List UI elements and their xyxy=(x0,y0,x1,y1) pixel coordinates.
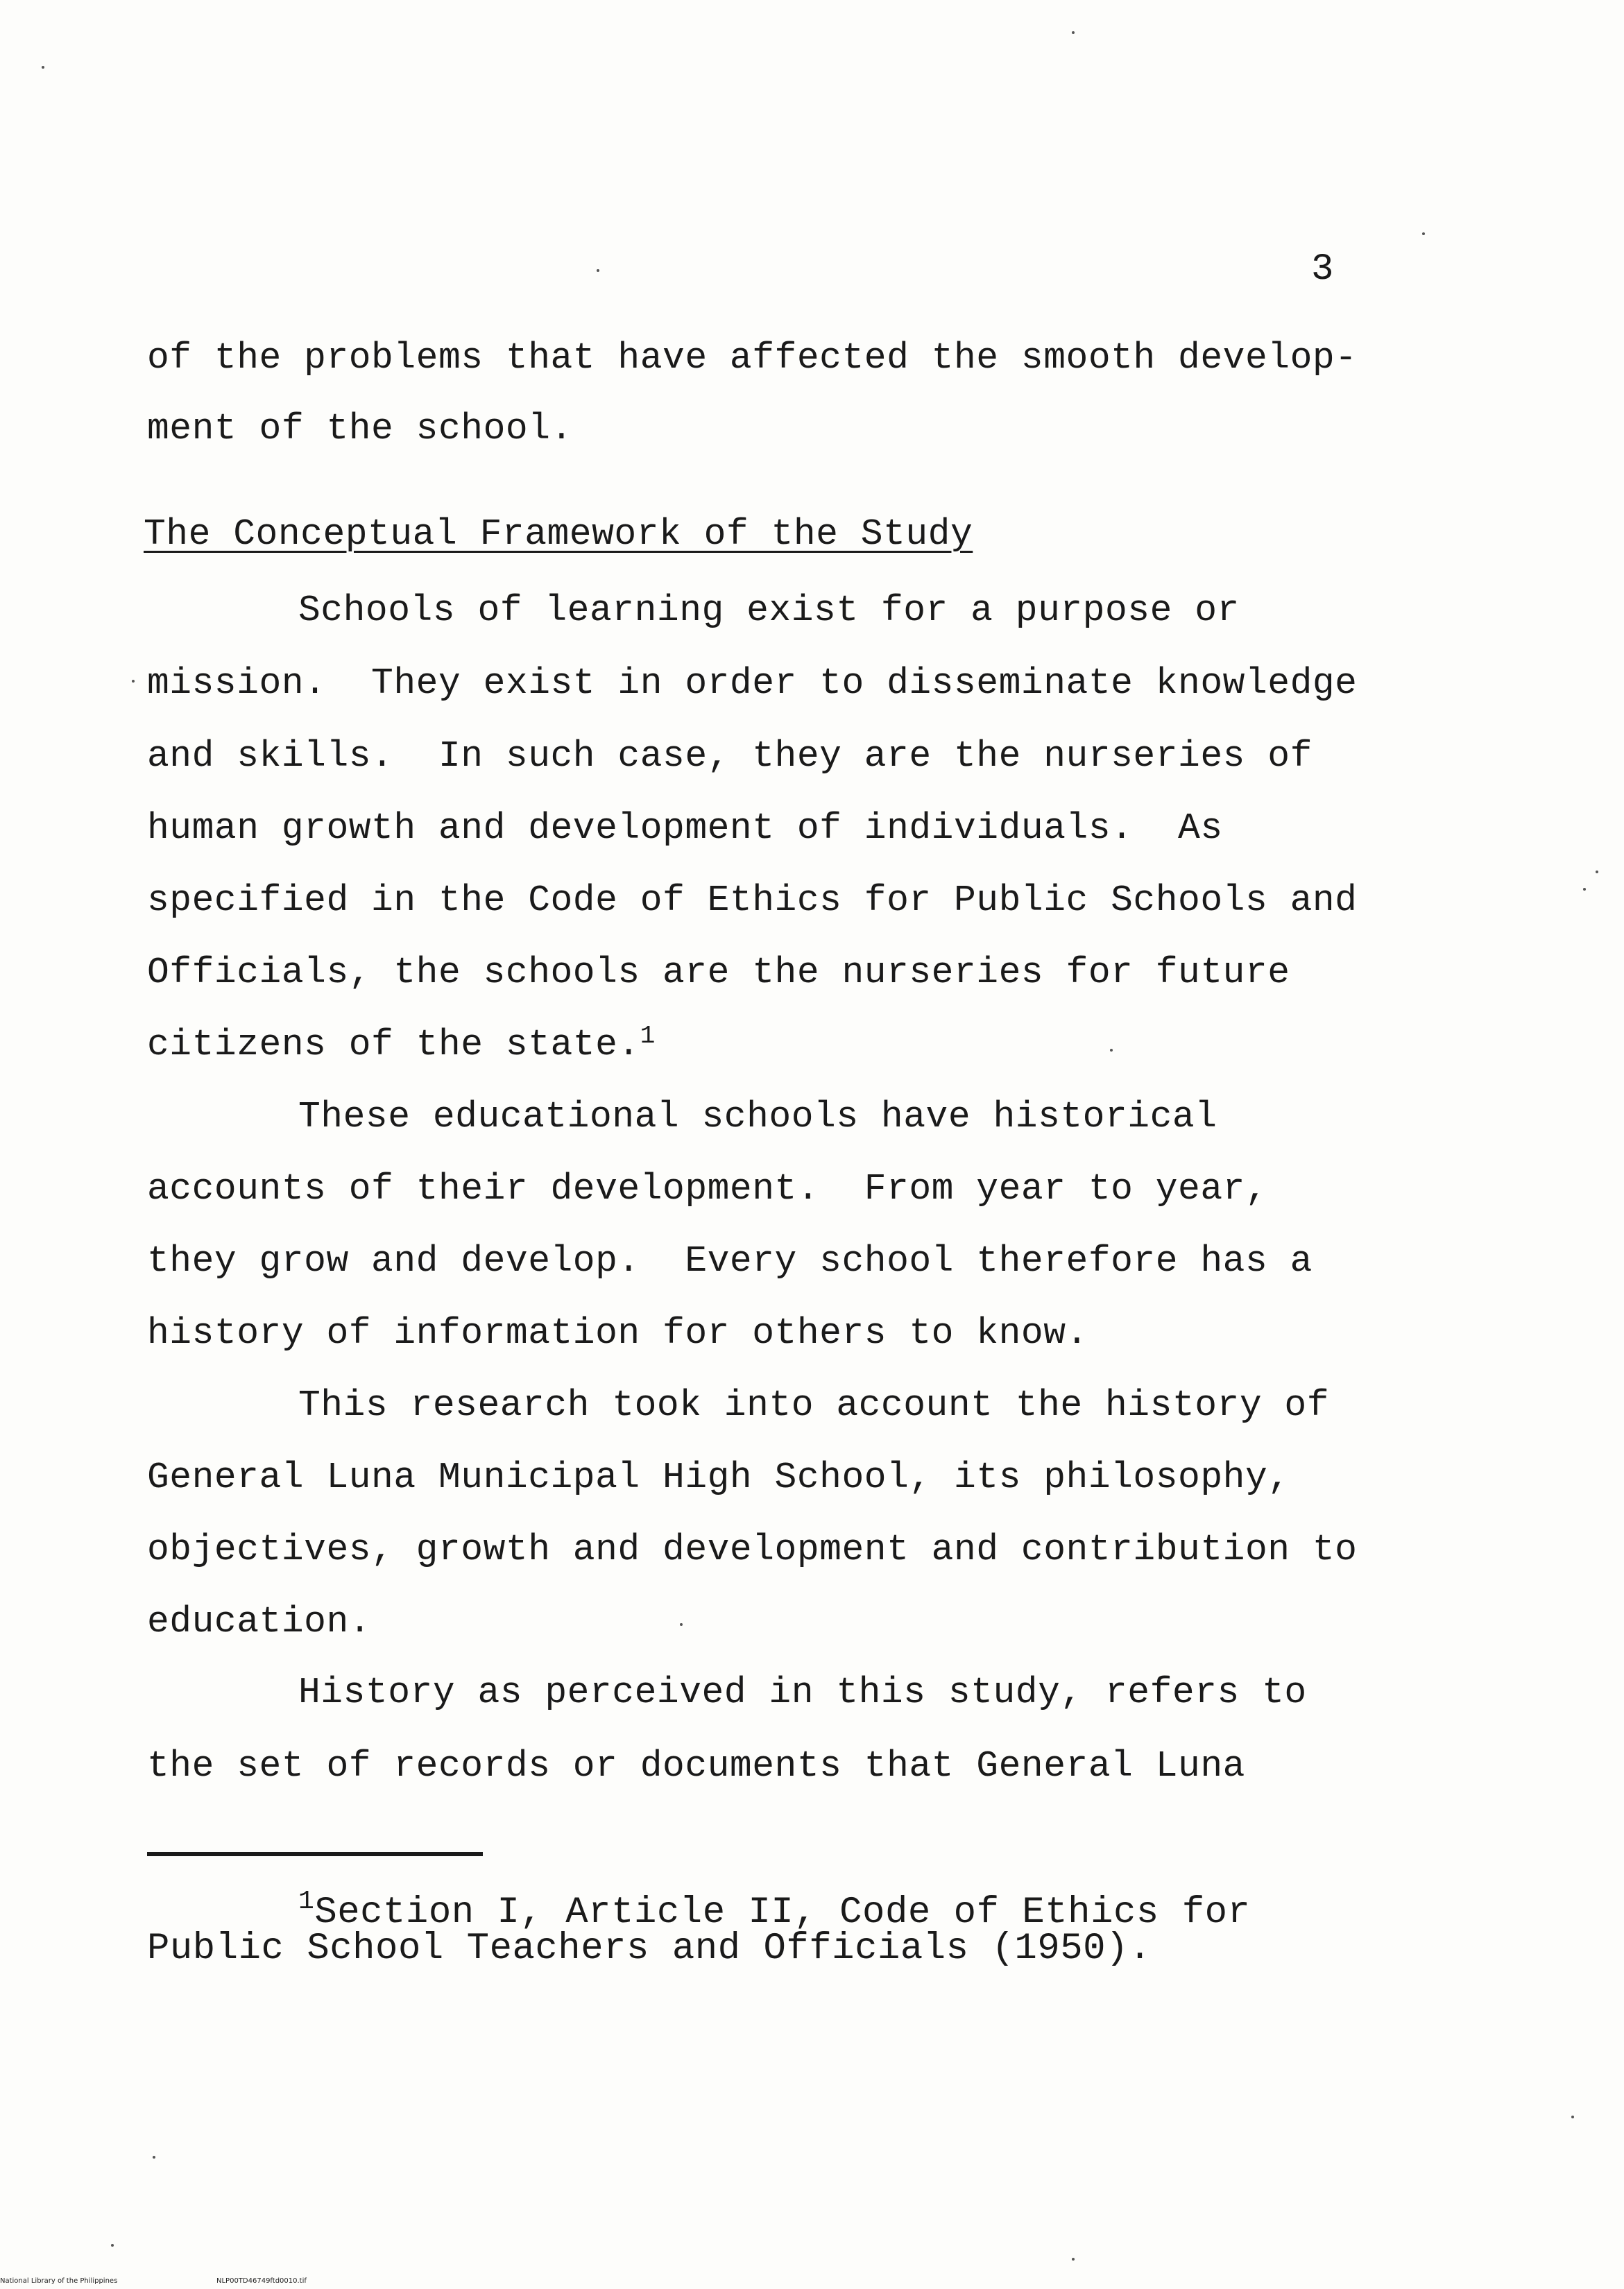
text-line: This research took into account the history of xyxy=(298,1384,1330,1426)
scan-speck xyxy=(42,66,44,69)
footnote-marker: 1 xyxy=(298,1887,315,1917)
text-line-content: citizens of the state. xyxy=(147,1024,640,1065)
scan-speck xyxy=(1422,232,1425,235)
text-line: mission. They exist in order to disseminate knowledge xyxy=(147,662,1358,704)
text-line: ment of the school. xyxy=(147,408,573,449)
scan-speck xyxy=(111,2244,114,2247)
text-line: and skills. In such case, they are the nurseries of xyxy=(147,735,1313,777)
text-line: objectives, growth and development and contribution to xyxy=(147,1529,1358,1570)
text-line: General Luna Municipal High School, its philosophy, xyxy=(147,1457,1290,1498)
footnote-line xyxy=(298,1887,1251,1934)
text-line: human growth and development of individuals. As xyxy=(147,807,1223,849)
scan-speck xyxy=(153,2156,155,2159)
text-line: education. xyxy=(147,1601,372,1643)
scan-speck xyxy=(1596,871,1598,873)
library-credit: National Library of the Philippines xyxy=(0,2277,118,2285)
text-line: History as perceived in this study, refers to xyxy=(298,1672,1307,1713)
text-line: history of information for others to know. xyxy=(147,1312,1088,1354)
footnote-reference: 1 xyxy=(640,1022,656,1050)
scan-speck xyxy=(1583,888,1586,891)
scan-speck xyxy=(597,269,599,272)
scan-speck xyxy=(1072,2258,1075,2261)
scan-speck xyxy=(1110,1049,1113,1052)
text-line: they grow and develop. Every school therefore has a xyxy=(147,1240,1313,1282)
text-line: accounts of their development. From year to year, xyxy=(147,1168,1268,1210)
scan-speck xyxy=(132,680,135,683)
scan-speck xyxy=(680,1623,683,1626)
text-line: of the problems that have affected the smooth develop- xyxy=(147,337,1358,379)
scan-speck xyxy=(1571,2116,1574,2118)
text-line xyxy=(147,1024,656,1065)
file-code: NLP00TD46749ftd0010.tif xyxy=(216,2277,307,2285)
footnote-text: Section I, Article II, Code of Ethics for xyxy=(314,1892,1251,1934)
text-line: Officials, the schools are the nurseries for future xyxy=(147,952,1290,993)
text-line: specified in the Code of Ethics for Public Schools and xyxy=(147,880,1358,921)
page-number: 3 xyxy=(1311,248,1334,291)
footnote-divider xyxy=(147,1852,483,1856)
text-line: These educational schools have historical xyxy=(298,1096,1217,1138)
section-heading: The Conceptual Framework of the Study xyxy=(144,513,973,555)
scan-footer xyxy=(0,2277,307,2286)
scan-speck xyxy=(1072,31,1075,34)
text-line: the set of records or documents that General Luna xyxy=(147,1745,1245,1787)
text-line: Schools of learning exist for a purpose or xyxy=(298,590,1240,631)
footnote-line: Public School Teachers and Officials (1950). xyxy=(147,1928,1152,1970)
